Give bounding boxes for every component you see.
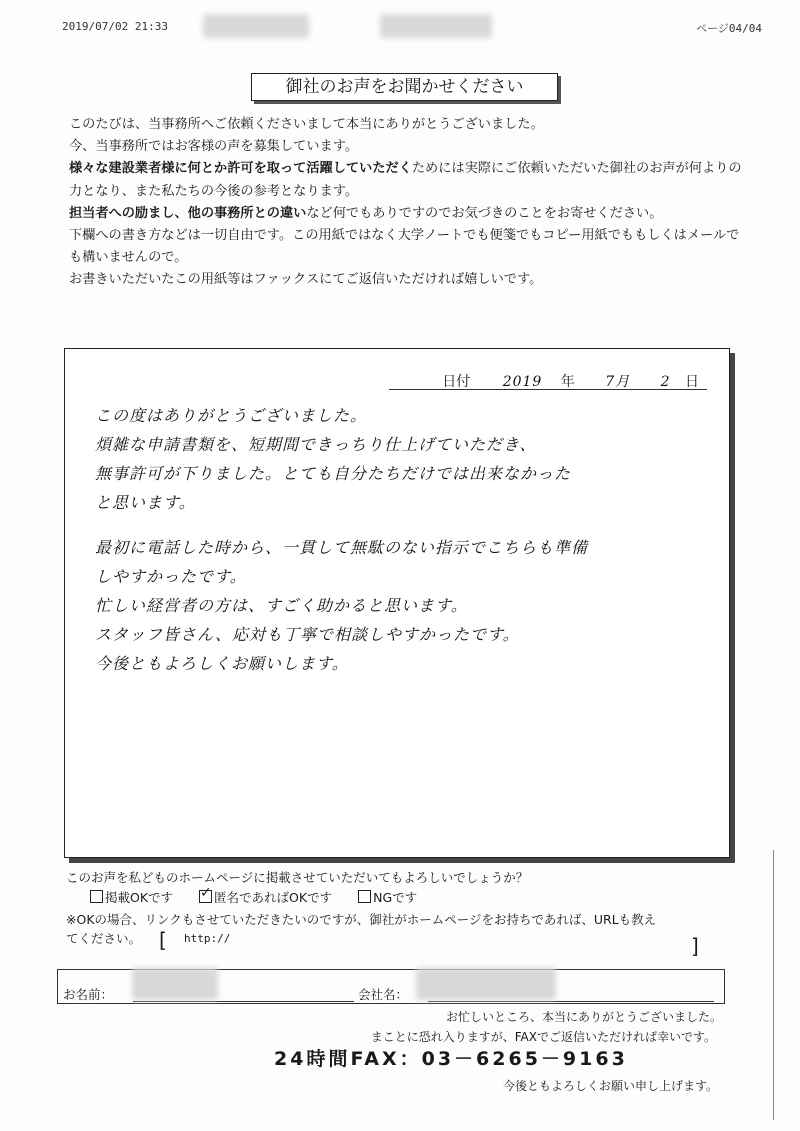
message-line: この度はありがとうございました。 [95,406,368,425]
message-line: 最初に電話した時から、一貫して無駄のない指示でこちらも準備 [95,538,589,557]
intro-paragraph [69,203,749,225]
handwritten-message [95,401,715,678]
intro-paragraph: お書きいただいたこの用紙等はファックスにてご返信いただければ嬉しいです。 [69,272,543,288]
intro-text [69,114,749,292]
consent-question-text: このお声を私どものホームページに掲載させていただいてもよろしいでしょうか？ [66,870,529,885]
fax-page-number: ページ04/04 [696,22,762,35]
name-field[interactable] [133,1001,354,1002]
option-label: 掲載OKです [105,890,174,905]
url-bracket-close: ] [691,934,699,958]
footer-closing: 今後ともよろしくお願い申し上げます。 [502,1079,718,1093]
option-anonymous-ok[interactable] [199,888,332,906]
company-field[interactable] [428,1001,714,1002]
message-line: しやすかったです。 [95,567,247,586]
url-note [66,910,766,929]
scan-edge-line [773,850,774,1120]
redacted-name [132,968,218,1000]
fax-timestamp: 2019/07/02 21:33 [62,20,168,33]
message-line: 煩雑な申請書類を、短期間できっちり仕上げていただき、 [95,435,537,454]
redacted-fax-number [380,14,492,38]
date-row [442,371,699,391]
message-line: と思います。 [95,493,196,512]
intro-emphasis: 担当者への励まし、他の事務所との違い [69,205,307,221]
date-day-unit: 日 [685,374,699,390]
company-label: 会社名： [358,987,409,1002]
message-line: 無事許可が下りました。とても自分たちだけでは出来なかった [95,464,572,483]
intro-paragraph: 下欄への書き方などは一切自由です。この用紙ではなく大学ノートでも便箋でもコピー用紙でももしくはメールでも構いませんので。 [69,228,740,266]
intro-paragraph: このたびは、当事務所へご依頼くださいまして本当にありがとうございました。 [69,117,544,132]
date-month: 7月 [605,374,631,390]
message-box [64,348,730,858]
redacted-sender [203,14,309,38]
option-label: NGです [373,890,418,905]
message-line: スタッフ皆さん、応対も丁寧で相談しやすかったです。 [95,625,520,644]
checkbox[interactable] [90,890,103,903]
footer-request: まことに恐れ入りますが、FAXでご返信いただければ幸いです。 [370,1030,716,1044]
date-day: 2 [660,374,671,390]
intro-paragraph [69,158,749,202]
footer-thanks: お忙しいところ、本当にありがとうございました。 [445,1010,722,1024]
page-title: 御社のお声をお聞かせください [251,73,558,101]
name-label: お名前： [63,987,114,1002]
url-note-line: ※OKの場合、リンクもさせていただきたいのですが、御社がホームページをお持ちであれば、URLも教え [66,912,657,927]
redacted-company [416,968,556,1000]
option-ng[interactable] [358,888,417,906]
date-year-unit: 年 [560,374,575,390]
date-label: 日付 [442,374,471,390]
date-underline [389,389,707,390]
url-note-line: てください。 [66,931,142,946]
message-line: 忙しい経営者の方は、すごく助かると思います。 [95,596,468,615]
consent-question [66,868,766,887]
intro-text-span: など何でもありですのでお気づきのことをお寄せください。 [306,205,663,221]
consent-options [90,888,443,906]
message-line: 今後ともよろしくお願いします。 [95,654,349,673]
intro-paragraph: 今、当事務所ではお客様の声を募集しています。 [69,139,359,155]
option-publish-ok[interactable] [90,888,173,906]
intro-text-span: ためには実際にご依頼いただいた御社のお声が何よりの力となり、また私たちの今後の参考となります。 [69,161,742,199]
option-label: 匿名であればOKです [214,890,333,905]
fax-number: 24時間FAX：03－6265－9163 [274,1048,628,1070]
checkbox[interactable] [358,890,371,903]
url-field[interactable]: http:// [184,932,231,945]
intro-emphasis: 様々な建設業者様に何とか許可を取って活躍していただく [69,161,412,177]
checkbox[interactable] [199,890,212,903]
date-year: 2019 [502,374,543,390]
url-row [66,928,716,958]
url-bracket-open: [ [159,928,167,952]
